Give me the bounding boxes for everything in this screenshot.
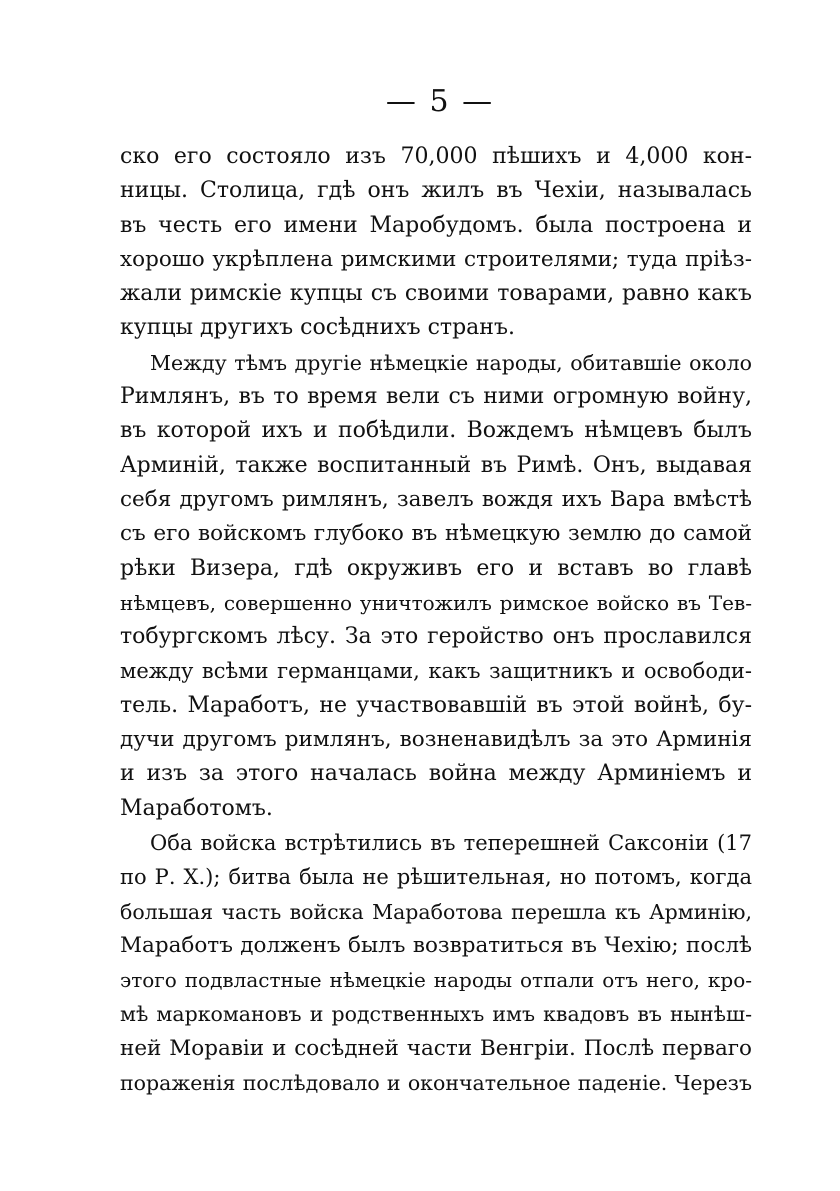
text-line: хорошо укрѣплена римскими строителями; туда пріѣз- <box>120 246 752 272</box>
text-line: большая часть войска Маработова перешла къ Арминію, <box>120 899 752 924</box>
text-line: съ его войскомъ глубоко въ нѣмецкую землю до самой <box>120 521 752 547</box>
text-line: этого подвластные нѣмецкіе народы отпали отъ него, кро- <box>120 968 752 993</box>
body-text <box>120 140 752 1100</box>
text-line: Оба войска встрѣтились въ теперешней Саксоніи (17 <box>150 830 752 855</box>
text-line: пораженія послѣдовало и окончательное паденіе. Черезъ <box>120 1071 752 1096</box>
text-line: дучи другомъ римлянъ, возненавидѣлъ за это Арминія <box>120 727 752 753</box>
text-line: въ которой ихъ и побѣдили. Вождемъ нѣмцевъ былъ <box>120 418 752 444</box>
text-line: ней Моравіи и сосѣдней части Венгріи. Послѣ перваго <box>120 1035 752 1061</box>
text-line: между всѣми германцами, какъ защитникъ и освободи- <box>120 659 752 684</box>
text-line: Римлянъ, въ то время вели съ ними огромную войну, <box>120 384 752 410</box>
text-line: жали римскіе купцы съ своими товарами, равно какъ <box>120 281 752 307</box>
text-line: ницы. Столица, гдѣ онъ жилъ въ Чехіи, называлась <box>120 178 752 204</box>
text-line: по Р. Х.); битва была не рѣшительная, но потомъ, когда <box>120 865 752 890</box>
text-line: Между тѣмъ другіе нѣмецкіе народы, обитавшіе около <box>150 350 752 375</box>
text-line: Арминій, также воспитанный въ Римѣ. Онъ, выдавая <box>120 452 752 478</box>
text-line: тель. Марaботъ, не участвовавшій въ этой войнѣ, бу- <box>120 692 752 718</box>
text-line: и изъ за этого началась война между Арминіемъ и <box>120 761 752 787</box>
text-line: себя другомъ римлянъ, завелъ вождя ихъ Вара вмѣстѣ <box>120 486 752 512</box>
text-line: купцы другихъ сосѣднихъ странъ. <box>120 315 515 341</box>
text-line: рѣки Визера, гдѣ окруживъ его и вставъ во главѣ <box>120 555 752 581</box>
text-line: Маработомъ. <box>120 795 273 821</box>
text-line: Маработъ долженъ былъ возвратиться въ Чехію; послѣ <box>120 932 752 958</box>
text-line: тобургскомъ лѣсу. За это геройство онъ прославился <box>120 624 752 650</box>
text-line: въ честь его имени Маробудомъ. была построена и <box>120 212 752 238</box>
text-line: мѣ маркомановъ и родственныхъ имъ квадовъ въ нынѣш- <box>120 1002 752 1027</box>
page-number: — 5 — <box>385 84 495 119</box>
text-line: ско его состояло изъ 70,000 пѣшихъ и 4,000 кон- <box>120 144 752 169</box>
text-line: нѣмцевъ, совершенно уничтожилъ римское войско въ Тев- <box>120 590 752 615</box>
